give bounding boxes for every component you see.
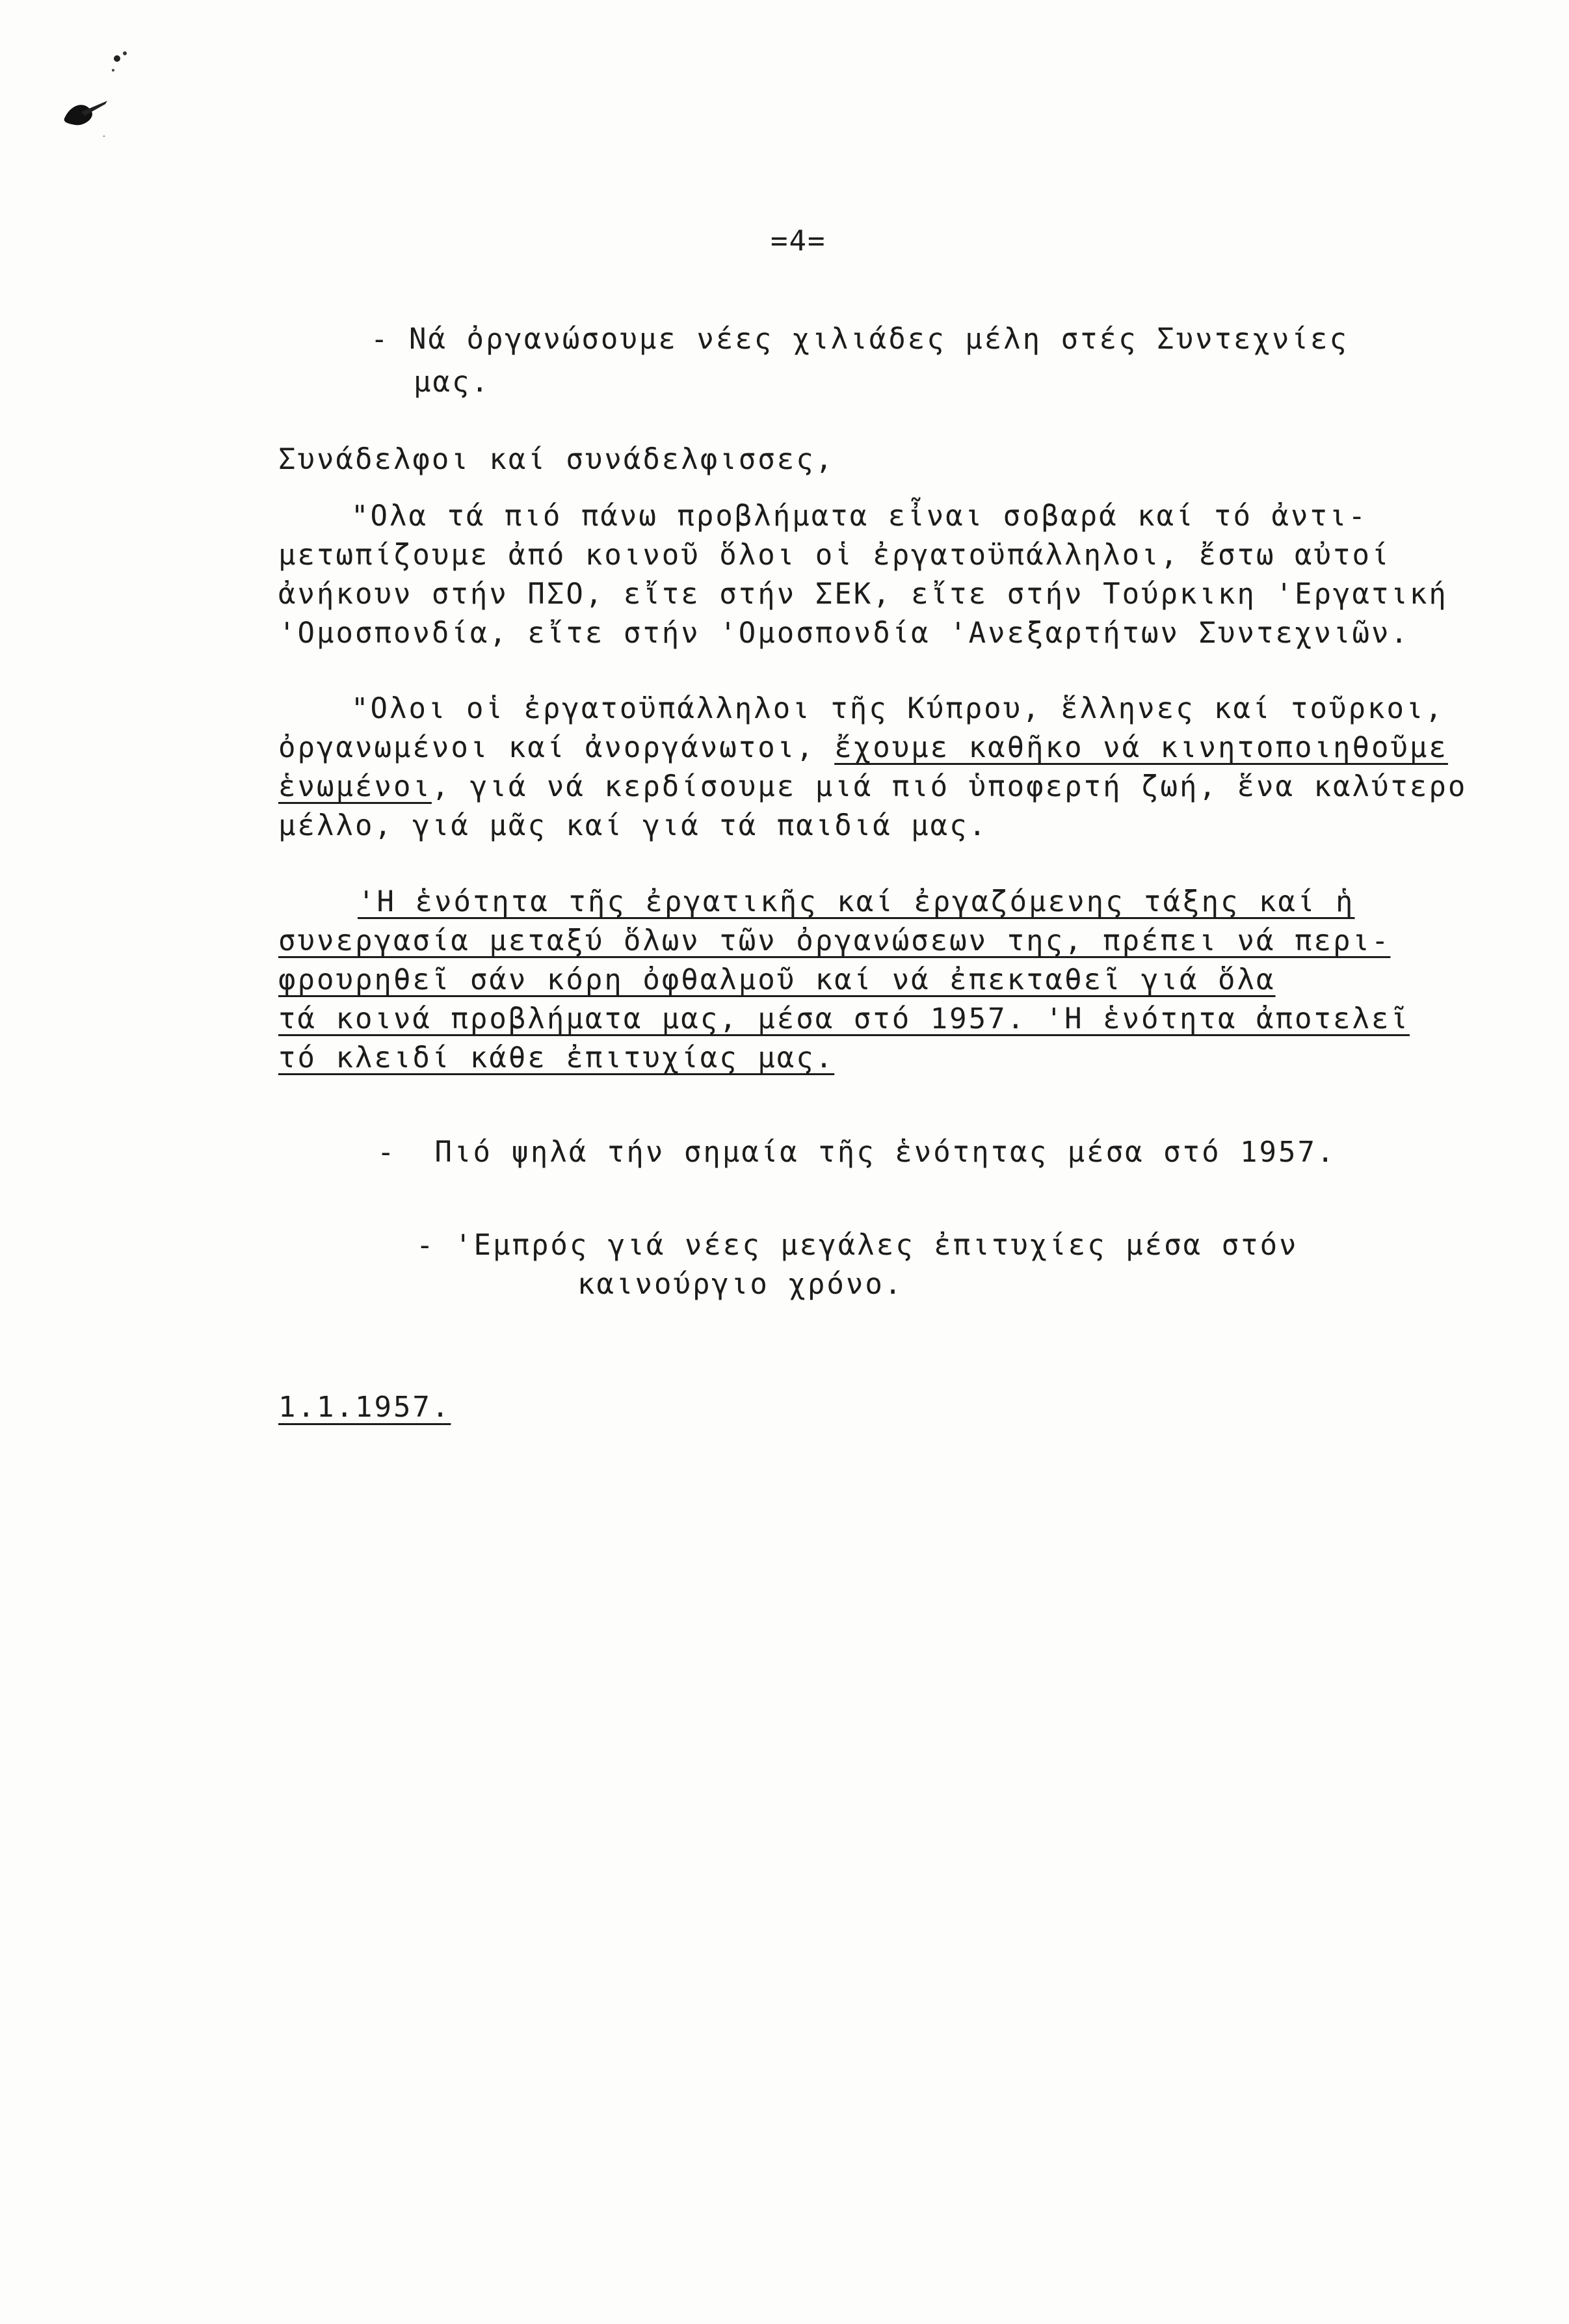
- para1-line-2: μετωπίζουμε ἀπό κοινοῦ ὅλοι οἱ ἐργατοϋπάλληλοι, ἔστω αὐτοί: [278, 539, 1391, 572]
- page-number: =4=: [771, 224, 826, 258]
- para2-line-3-underlined: ἑνωμένοι: [278, 770, 432, 803]
- bullet-organize-line-2: μας.: [414, 366, 490, 399]
- bullet-forward-line-2: καινούργιο χρόνο.: [577, 1268, 904, 1301]
- ink-stain-mark: [46, 39, 137, 137]
- para3-line-4: τά κοινά προβλήματα μας, μέσα στό 1957. 'Η ἑνότητα ἀποτελεῖ: [278, 1002, 1410, 1035]
- para1-line-4: 'Ομοσπονδία, εἴτε στήν 'Ομοσπονδία 'Ανεξαρτήτων Συντεχνιῶν.: [278, 617, 1410, 650]
- bullet-organize-line-1: - Νά ὀργανώσουμε νέες χιλιάδες μέλη στές Συντεχνίες: [371, 323, 1349, 356]
- para1-line-3: ἀνήκουν στήν ΠΣΟ, εἴτε στήν ΣΕΚ, εἴτε στήν Τούρκικη 'Εργατική: [278, 578, 1448, 611]
- bullet-unity-1957: - Πιό ψηλά τήν σημαία τῆς ἑνότητας μέσα στό 1957.: [377, 1136, 1336, 1169]
- para2-line-2-underlined: ἔχουμε καθῆκο νά κινητοποιηθοῦμε: [834, 731, 1448, 764]
- salutation: Συνάδελφοι καί συνάδελφισσες,: [278, 443, 835, 476]
- para3-line-5: τό κλειδί κάθε ἐπιτυχίας μας.: [278, 1041, 835, 1075]
- para2-line-1: "Ολοι οἱ ἐργατοϋπάλληλοι τῆς Κύπρου, ἕλληνες καί τοῦρκοι,: [351, 692, 1444, 725]
- para2-line-2: [278, 731, 1448, 764]
- para3-line-2: συνεργασία μεταξύ ὅλων τῶν ὀργανώσεων της, πρέπει νά περι-: [278, 924, 1391, 957]
- para2-line-3-plain: , γιά νά κερδίσουμε μιά πιό ὑποφερτή ζωή, ἕνα καλύτερο: [431, 770, 1468, 803]
- para2-line-2-plain: ὀργανωμένοι καί ἀνοργάνωτοι,: [278, 731, 835, 764]
- document-date: 1.1.1957.: [278, 1391, 451, 1424]
- para2-line-4: μέλλο, γιά μᾶς καί γιά τά παιδιά μας.: [278, 809, 988, 842]
- para3-line-1: 'Η ἑνότητα τῆς ἐργατικῆς καί ἐργαζόμενης τάξης καί ἡ: [358, 885, 1355, 918]
- para2-line-3: [278, 770, 1468, 803]
- bullet-forward-line-1: - 'Εμπρός γιά νέες μεγάλες ἐπιτυχίες μέσα στόν: [416, 1229, 1299, 1262]
- para1-line-1: "Ολα τά πιό πάνω προβλήματα εἶναι σοβαρά καί τό ἀντι-: [351, 500, 1367, 533]
- para3-line-3: φρουρηθεῖ σάν κόρη ὀφθαλμοῦ καί νά ἐπεκταθεῖ γιά ὅλα: [278, 963, 1276, 996]
